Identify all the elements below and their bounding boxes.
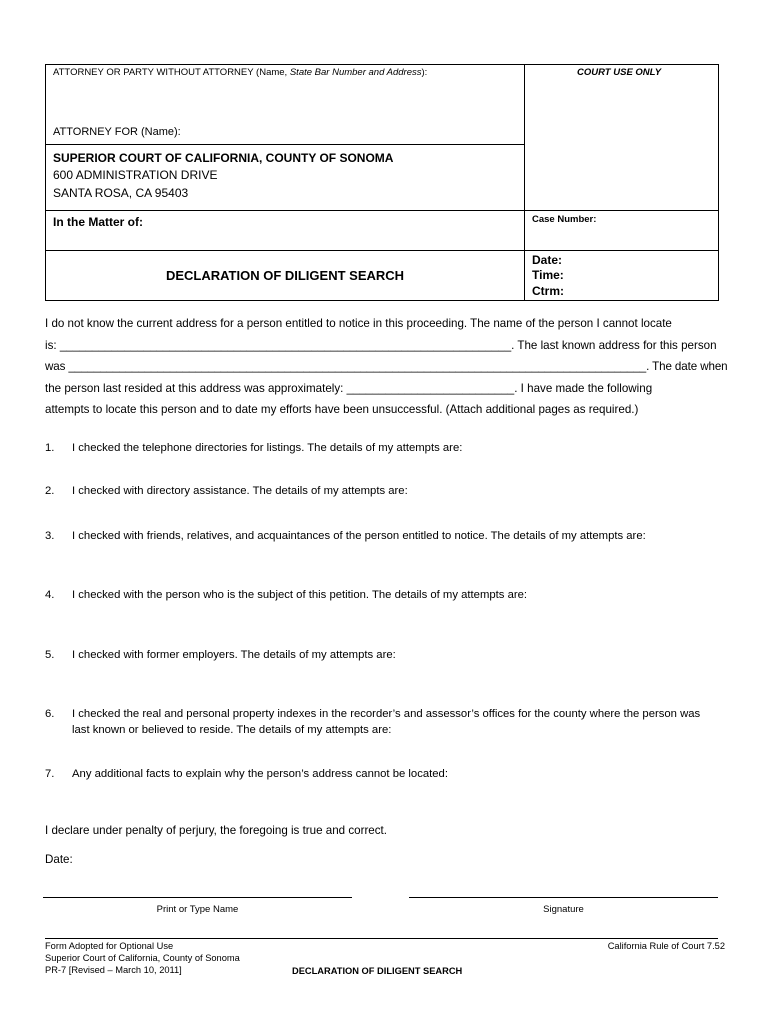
intro-line-2: is: ______________________________________________________________________. The last known address for this person xyxy=(45,338,717,352)
item-number: 6. xyxy=(45,708,55,720)
court-name: SUPERIOR COURT OF CALIFORNIA, COUNTY OF SONOMA xyxy=(53,151,394,165)
item-text: I checked with directory assistance. The details of my attempts are: xyxy=(72,485,408,497)
item-number: 7. xyxy=(45,768,55,780)
declaration-date-label: Date: xyxy=(45,853,73,866)
intro-paragraph xyxy=(45,313,745,421)
item-number: 2. xyxy=(45,485,55,497)
item-text: I checked with friends, relatives, and acquaintances of the person entitled to notice. The details of my attempts are: xyxy=(72,530,646,542)
matter-label: In the Matter of: xyxy=(53,215,143,229)
attorney-label: ATTORNEY OR PARTY WITHOUT ATTORNEY (Name, State Bar Number and Address): xyxy=(53,67,428,78)
attorney-for-label: ATTORNEY FOR (Name): xyxy=(53,126,181,138)
intro-line-4: the person last resided at this address was approximately: __________________________. I have made the following xyxy=(45,381,653,395)
item-number: 5. xyxy=(45,649,55,661)
item-text: I checked the real and personal property indexes in the recorder’s and assessor’s offices for the county where the person was last known or believed to reside. The details of my attempts are: xyxy=(72,708,701,736)
intro-line-5: attempts to locate this person and to date my efforts have been unsuccessful. (Attach additional pages as required.) xyxy=(45,403,639,416)
item-text: I checked the telephone directories for listings. The details of my attempts are: xyxy=(72,442,463,454)
hearing-ctrm-label: Ctrm: xyxy=(532,284,564,298)
footer-court: Superior Court of California, County of Sonoma xyxy=(45,953,240,963)
caption-divider-court xyxy=(45,210,719,211)
intro-line-1: I do not know the current address for a person entitled to notice in this proceeding. The name of the person I cannot locate xyxy=(45,317,672,330)
item-text: I checked with former employers. The details of my attempts are: xyxy=(72,649,396,661)
intro-line-3: was ___________________________________________________________________________________________. The date when xyxy=(45,360,728,373)
court-city: SANTA ROSA, CA 95403 xyxy=(53,186,189,200)
caption-divider-attorney xyxy=(45,144,525,145)
court-street: 600 ADMINISTRATION DRIVE xyxy=(53,168,218,182)
signature-line[interactable] xyxy=(409,897,718,898)
item-text: Any additional facts to explain why the person’s address cannot be located: xyxy=(72,768,448,780)
form-title: DECLARATION OF DILIGENT SEARCH xyxy=(165,268,405,283)
footer-divider xyxy=(45,938,718,939)
item-number: 1. xyxy=(45,442,55,454)
hearing-time-label: Time: xyxy=(532,268,564,282)
footer-rule: California Rule of Court 7.52 xyxy=(607,941,725,951)
hearing-date-label: Date: xyxy=(532,253,563,267)
court-use-only-label: COURT USE ONLY xyxy=(577,67,662,78)
signature-label: Signature xyxy=(543,904,584,915)
print-name-line[interactable] xyxy=(43,897,352,898)
case-number-label: Case Number: xyxy=(532,214,597,225)
caption-divider-vertical xyxy=(524,64,525,301)
declaration-statement: I declare under penalty of perjury, the foregoing is true and correct. xyxy=(45,824,387,837)
caption-box xyxy=(45,64,719,301)
item-number: 3. xyxy=(45,530,55,542)
item-number: 4. xyxy=(45,589,55,601)
footer-form-id: PR-7 [Revised – March 10, 2011] xyxy=(45,965,182,975)
caption-divider-case xyxy=(45,250,719,251)
print-name-label: Print or Type Name xyxy=(156,904,239,915)
footer-title: DECLARATION OF DILIGENT SEARCH xyxy=(292,966,463,976)
item-text: I checked with the person who is the subject of this petition. The details of my attempts are: xyxy=(72,589,528,601)
footer-adopted: Form Adopted for Optional Use xyxy=(45,941,174,951)
